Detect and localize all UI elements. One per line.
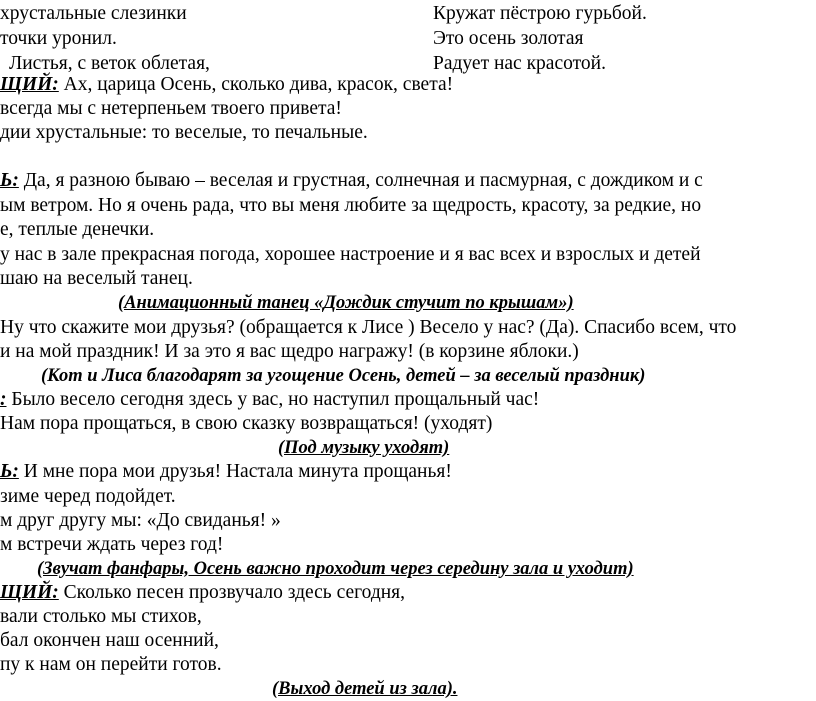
autumn-line-4: у нас в зале прекрасная погода, хорошее настроение и я вас всех и взрослых и детей [0,244,701,265]
closing-line-1 [0,581,405,605]
poem-left-line-3: Листья, с веток облетая, [9,53,210,74]
speech-text: И мне пора мои друзья! Настала минута прощанья! [18,461,452,482]
stage-direction-exit: (Выход детей из зала). [272,679,458,699]
farewell-line-1 [0,388,539,412]
speech-text: Да, я разною бываю – веселая и грустная, солнечная и пасмурная, с дождиком и с [18,170,703,191]
stage-direction-music: (Под музыку уходят) [278,438,450,458]
farewell-line-2: Нам пора прощаться, в свою сказку возвращаться! (уходят) [0,413,493,434]
speaker-label: ЩИЙ: [0,74,59,95]
autumn-farewell-line-4: м встречи ждать через год! [0,534,224,555]
gift-line-1: Ну что скажите мои друзья? (обращается к Лисе ) Весело у нас? (Да). Спасибо всем, что [0,317,737,338]
closing-line-4: пу к нам он перейти готов. [0,654,222,675]
poem-right-line-3: Радует нас красотой. [433,53,606,74]
autumn-farewell-line-1 [0,460,452,484]
gift-line-2: и на мой праздник! И за это я вас щедро награжу! (в корзине яблоки.) [0,341,579,362]
presenter-line-2: всегда мы с нетерпеньем твоего привета! [0,98,342,119]
autumn-line-3: е, теплые денечки. [0,219,155,240]
speaker-label: Ь: [0,461,19,482]
autumn-line-5: шаю на веселый танец. [0,268,193,289]
autumn-farewell-line-3: м друг другу мы: «До свиданья! » [0,510,281,531]
speaker-label: : [0,389,7,410]
poem-left-line-2: точки уронил. [0,28,117,49]
closing-line-3: бал окончен наш осенний, [0,630,219,651]
speech-text: Было весело сегодня здесь у вас, но наступил прощальный час! [6,389,540,410]
speaker-label: Ь: [0,170,19,191]
poem-left-line-1: хрустальные слезинки [0,3,187,24]
speech-text: Ах, царица Осень, сколько дива, красок, света! [58,74,454,95]
presenter-line-1 [0,73,453,97]
autumn-farewell-line-2: зиме черед подойдет. [0,486,176,507]
closing-line-2: вали столько мы стихов, [0,606,202,627]
stage-direction-thanks: (Кот и Лиса благодарят за угощение Осень, детей – за веселый праздник) [41,366,646,386]
autumn-line-2: ым ветром. Но я очень рада, что вы меня любите за щедрость, красоту, за редкие, но [0,195,702,216]
stage-direction-fanfare: (Звучат фанфары, Осень важно проходит через середину зала и уходит) [37,559,634,579]
autumn-line-1 [0,169,703,193]
speaker-label: ЩИЙ: [0,582,59,603]
stage-direction-dance: (Анимационный танец «Дождик стучит по крышам») [118,293,574,313]
poem-right-line-1: Кружат пёстрою гурьбой. [433,3,647,24]
poem-right-line-2: Это осень золотая [433,28,584,49]
presenter-line-3: дии хрустальные: то веселые, то печальные. [0,122,368,143]
speech-text: Сколько песен прозвучало здесь сегодня, [58,582,406,603]
